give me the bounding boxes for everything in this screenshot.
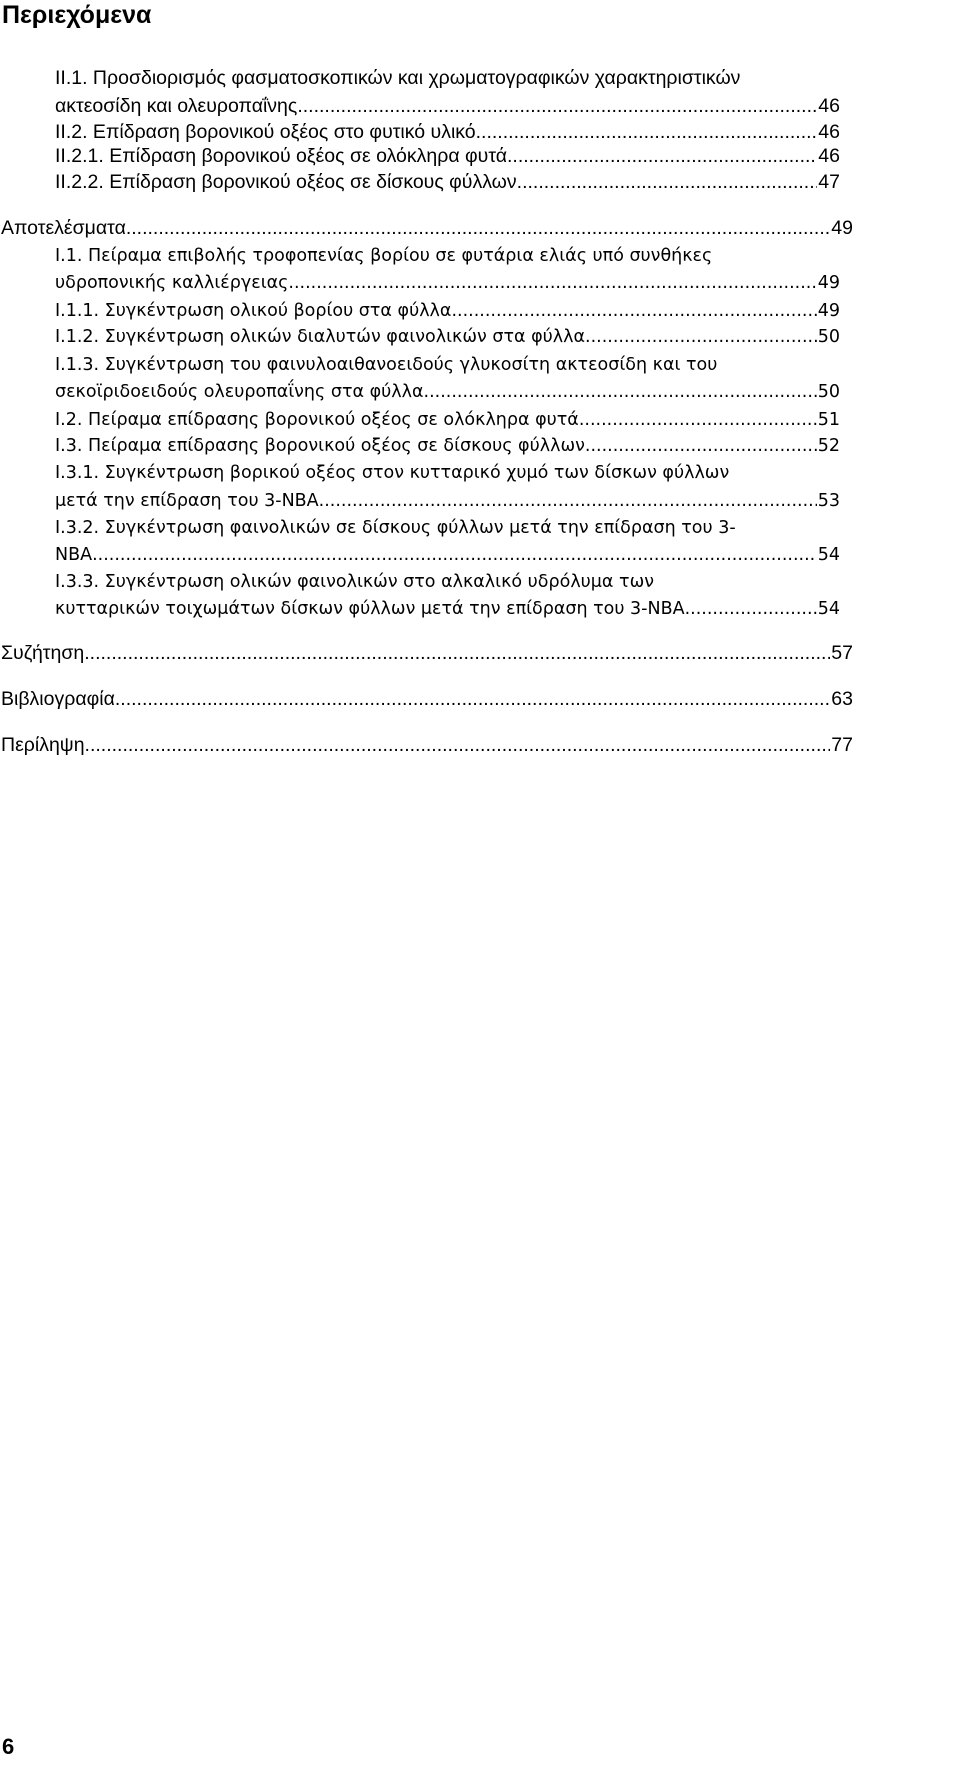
toc-entry-label: κυτταρικών τοιχωμάτων δίσκων φύλλων μετά την επίδραση του 3-NBA (55, 599, 685, 619)
dot-leader (424, 377, 817, 407)
toc-entry[interactable] (55, 377, 840, 407)
toc-entry-line: II.1. Προσδιορισμός φασματοσκοπικών και χρωματογραφικών χαρακτηριστικών (55, 67, 741, 89)
toc-entry[interactable] (55, 322, 840, 352)
toc-entry-label: Συζήτηση (1, 642, 85, 664)
dot-leader (319, 486, 817, 516)
toc-entry[interactable] (1, 684, 853, 714)
toc-entry-page: 49 (817, 273, 840, 293)
toc-entry-label: II.2.2. Επίδραση βορονικού οξέος σε δίσκους φύλλων (55, 171, 517, 193)
toc-entry-page: 63 (831, 688, 853, 710)
toc-entry-label: I.1.2. Συγκέντρωση ολικών διαλυτών φαινολικών στα φύλλα (55, 327, 585, 347)
dot-leader (126, 213, 830, 243)
toc-entry[interactable] (1, 213, 853, 243)
toc-entry-page: 46 (818, 121, 840, 143)
toc-entry-page: 54 (817, 599, 840, 619)
toc-entry[interactable] (55, 268, 840, 298)
page-title: Περιεχόμενα (2, 1, 152, 29)
toc-entry-label: Αποτελέσματα (1, 217, 126, 239)
toc-entry-label: μετά την επίδραση του 3-NBA (55, 491, 319, 511)
toc-entry[interactable] (1, 638, 853, 668)
toc-entry-page: 49 (817, 301, 840, 321)
toc-entry-page: 54 (817, 545, 840, 565)
toc-entry[interactable] (55, 431, 840, 461)
toc-entry-line: I.3.1. Συγκέντρωση βορικού οξέος στον κυτταρικό χυμό των δίσκων φύλλων (55, 463, 730, 483)
toc-entry[interactable] (1, 730, 853, 760)
dot-leader (585, 431, 817, 461)
toc-entry-label: NBA (55, 545, 93, 565)
dot-leader (585, 322, 817, 352)
toc-entry-label: II.2.1. Επίδραση βορονικού οξέος σε ολόκληρα φυτά (55, 145, 508, 167)
toc-entry-label: II.2. Επίδραση βορονικού οξέος στο φυτικό υλικό (55, 121, 476, 143)
toc-entry-label: I.1.1. Συγκέντρωση ολικού βορίου στα φύλλα (55, 301, 452, 321)
dot-leader (92, 540, 817, 570)
toc-entry-label: σεκοϊριδοειδούς ολευροπαΐνης στα φύλλα (55, 382, 424, 402)
toc-entry-label: ακτεοσίδη και ολευροπαΐνης (55, 95, 298, 117)
dot-leader (517, 167, 818, 197)
toc-entry-label: I.2. Πείραμα επίδρασης βορονικού οξέος σε ολόκληρα φυτά (55, 410, 579, 430)
toc-entry-label: υδροπονικής καλλιέργειας (55, 273, 289, 293)
toc-entry-page: 49 (831, 217, 853, 239)
toc-entry[interactable] (55, 594, 840, 624)
toc-entry[interactable] (55, 486, 840, 516)
toc-entry-page: 77 (831, 734, 853, 756)
dot-leader (85, 730, 831, 760)
toc-entry-page: 50 (817, 382, 840, 402)
toc-entry-page: 50 (817, 327, 840, 347)
dot-leader (115, 684, 830, 714)
toc-entry-page: 53 (817, 491, 840, 511)
toc-entry-label: I.3. Πείραμα επίδρασης βορονικού οξέος σε δίσκους φύλλων (55, 436, 585, 456)
toc-entry-line: I.1.3. Συγκέντρωση του φαινυλοαιθανοειδούς γλυκοσίτη ακτεοσίδη και του (55, 355, 718, 375)
page-number: 6 (2, 1734, 15, 1759)
toc-entry-page: 47 (818, 171, 840, 193)
dot-leader (288, 268, 816, 298)
toc-entry-page: 46 (818, 145, 840, 167)
toc-entry[interactable] (55, 540, 840, 570)
dot-leader (84, 638, 830, 668)
toc-entry-page: 57 (831, 642, 853, 664)
toc-entry[interactable] (55, 167, 840, 197)
toc-entry-line: I.3.2. Συγκέντρωση φαινολικών σε δίσκους φύλλων μετά την επίδραση του 3- (55, 518, 736, 538)
toc-entry-page: 46 (818, 95, 840, 117)
toc-entry-label: Περίληψη (1, 734, 85, 756)
toc-entry-line: I.1. Πείραμα επιβολής τροφοπενίας βορίου σε φυτάρια ελιάς υπό συνθήκες (55, 246, 713, 266)
dot-leader (685, 594, 817, 624)
toc-entry-page: 51 (817, 410, 840, 430)
toc-entry-page: 52 (817, 436, 840, 456)
toc-entry-label: Βιβλιογραφία (1, 688, 115, 710)
toc-entry-line: I.3.3. Συγκέντρωση ολικών φαινολικών στο αλκαλικό υδρόλυμα των (55, 572, 654, 592)
